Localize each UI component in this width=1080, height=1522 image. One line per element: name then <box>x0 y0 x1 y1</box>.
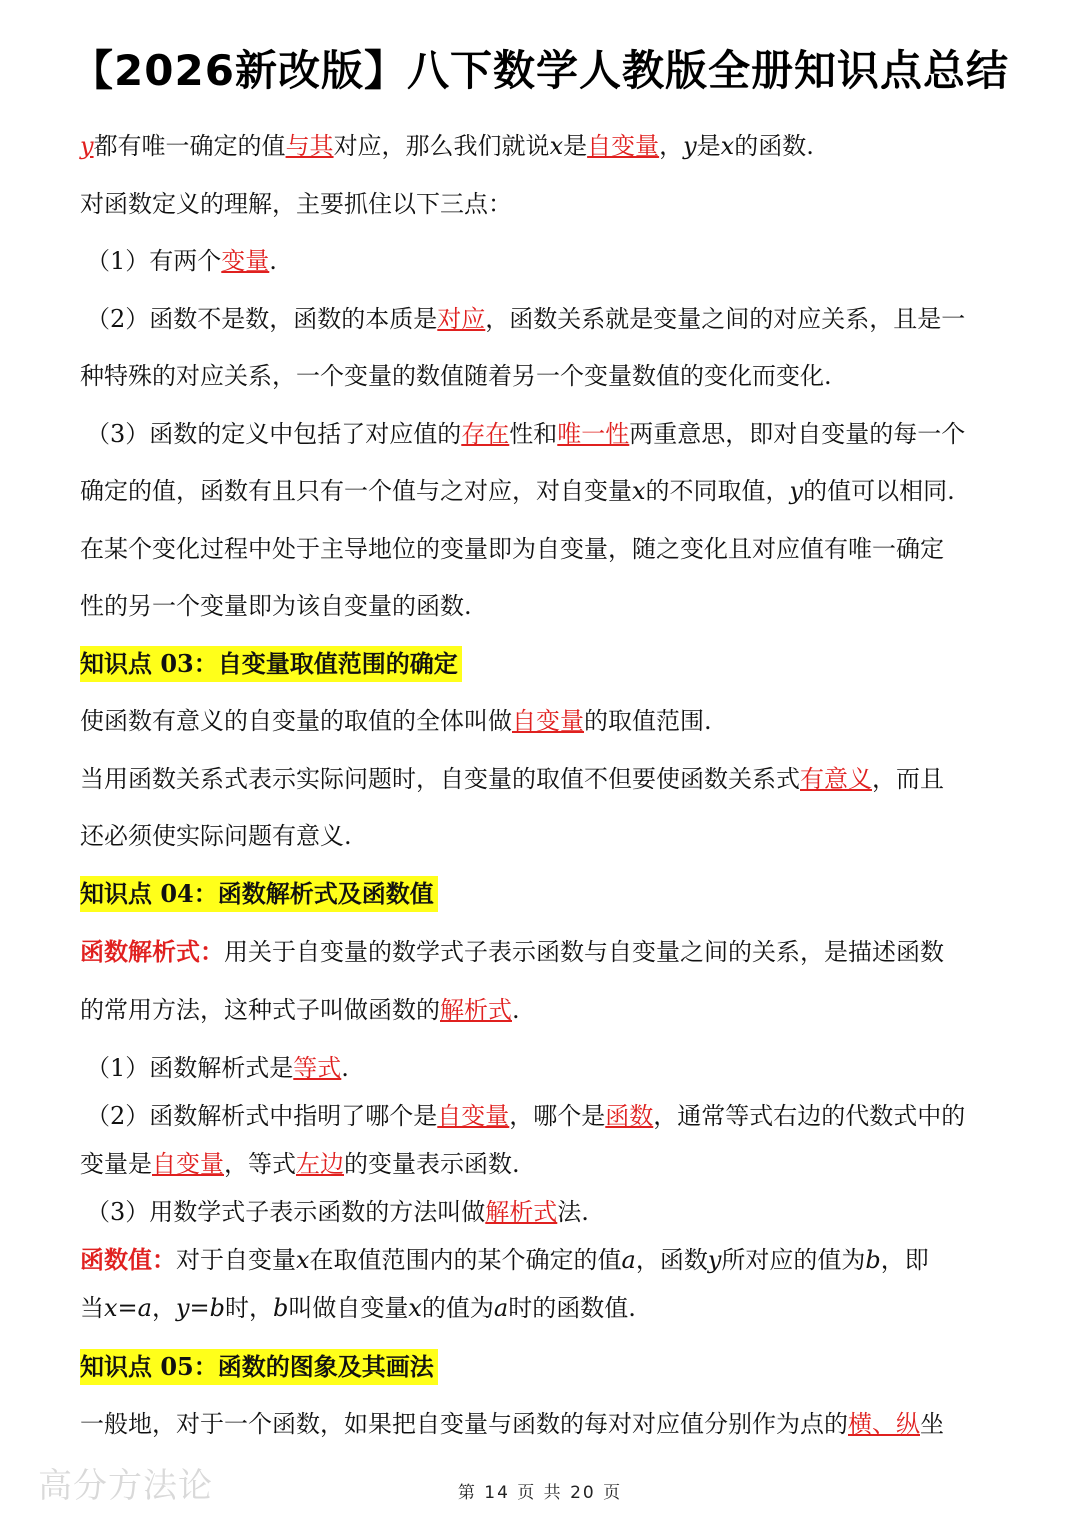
variable-y: y <box>80 132 94 160</box>
text: 是 <box>563 132 588 160</box>
term-label: 函数解析式： <box>80 937 224 966</box>
text: ，等式 <box>224 1150 296 1178</box>
text: 当用函数关系式表示实际问题时，自变量的取值不但要使函数关系式 <box>80 764 800 793</box>
text: 的变量表示函数. <box>344 1150 520 1178</box>
section-heading-row <box>80 636 1005 694</box>
text: 性和 <box>509 419 558 448</box>
term-label: 函数值： <box>80 1245 176 1274</box>
text: 叫做自变量 <box>288 1294 409 1322</box>
equation: y=b <box>175 1294 225 1322</box>
keyword: 变量 <box>221 247 270 275</box>
text: . <box>269 247 277 275</box>
text: （3）函数的定义中包括了对应值的 <box>86 419 462 448</box>
list-item <box>80 406 1005 464</box>
text: ，通常等式右边的代数式中的 <box>653 1102 966 1130</box>
text: （2）函数不是数，函数的本质是 <box>86 304 438 333</box>
paragraph-line <box>80 982 1005 1040</box>
variable-a: a <box>621 1246 636 1274</box>
text: 是 <box>696 132 721 160</box>
keyword: 自变量 <box>437 1102 510 1130</box>
text: 所对应的值为 <box>721 1246 866 1274</box>
keyword: 函数 <box>605 1102 654 1130</box>
section-heading-row <box>80 1338 1005 1396</box>
watermark: 高分方法论 <box>38 1466 213 1506</box>
variable-a: a <box>493 1294 509 1322</box>
keyword: 自变量 <box>512 707 584 735</box>
text: ，而且 <box>872 764 944 793</box>
page-title: 【2026新改版】八下数学人教版全册知识点总结 <box>71 46 1009 95</box>
list-item <box>80 1092 1005 1140</box>
text: ， <box>659 132 684 160</box>
text: 的值为 <box>421 1294 494 1322</box>
paragraph-line: 对函数定义的理解，主要抓住以下三点： <box>80 189 512 218</box>
variable-x: x <box>408 1294 422 1322</box>
text: ，函数 <box>635 1246 708 1274</box>
paragraph-line <box>80 1284 1005 1332</box>
text: 的常用方法，这种式子叫做函数的 <box>80 995 440 1024</box>
variable-x: x <box>632 477 646 505</box>
section-heading: 知识点 05：函数的图象及其画法 <box>80 1349 438 1385</box>
paragraph-line <box>80 751 1005 809</box>
variable-b: b <box>272 1294 289 1322</box>
list-item <box>80 1188 1005 1236</box>
variable-x: x <box>296 1246 310 1274</box>
keyword: 唯一性 <box>557 419 630 448</box>
text: 对于自变量 <box>176 1246 296 1274</box>
text: 的值可以相同. <box>803 477 955 505</box>
variable-x: x <box>549 132 564 160</box>
keyword: 自变量 <box>152 1150 224 1178</box>
paragraph-line <box>80 463 1005 521</box>
paragraph-line: 性的另一个变量即为该自变量的函数. <box>80 592 472 620</box>
text: ，函数关系就是变量之间的对应关系，且是一 <box>485 304 966 333</box>
text: ，即 <box>880 1246 929 1274</box>
text: 法. <box>557 1198 589 1226</box>
keyword: 解析式 <box>440 995 512 1024</box>
paragraph-line: 在某个变化过程中处于主导地位的变量即为自变量，随之变化且对应值有唯一确定 <box>80 534 944 563</box>
equation: x=a <box>104 1294 152 1322</box>
text: . <box>341 1054 349 1082</box>
paragraph-line <box>80 1236 1005 1284</box>
text: 的取值范围. <box>584 707 712 735</box>
text: 的不同取值， <box>645 477 790 505</box>
keyword: 横、纵 <box>848 1409 920 1438</box>
keyword: 存在 <box>461 419 510 448</box>
text: 使函数有意义的自变量的取值的全体叫做 <box>80 707 512 735</box>
keyword: 自变量 <box>587 132 660 160</box>
document-body <box>80 118 1005 1453</box>
variable-y: y <box>707 1246 722 1274</box>
text: 在取值范围内的某个确定的值 <box>309 1246 622 1274</box>
list-item <box>80 291 1005 349</box>
paragraph-line <box>80 1140 1005 1188</box>
text: （3）用数学式子表示函数的方法叫做 <box>86 1198 486 1226</box>
text: 的函数. <box>734 132 814 160</box>
paragraph-line <box>80 693 1005 751</box>
text: 对应，那么我们就说 <box>333 132 550 160</box>
text: 确定的值，函数有且只有一个值与之对应，对自变量 <box>80 477 632 505</box>
variable-x: x <box>720 132 735 160</box>
paragraph-line <box>80 118 1005 176</box>
keyword: 对应 <box>437 304 486 333</box>
variable-y: y <box>683 132 697 160</box>
keyword: 等式 <box>293 1054 342 1082</box>
text: ， <box>151 1294 176 1322</box>
text: 当 <box>80 1294 104 1322</box>
text: 一般地，对于一个函数，如果把自变量与函数的每对对应值分别作为点的 <box>80 1409 848 1438</box>
text: （2）函数解析式中指明了哪个是 <box>86 1102 438 1130</box>
text: 坐 <box>920 1409 944 1438</box>
paragraph-line <box>80 923 1005 982</box>
text: （1）有两个 <box>86 247 222 275</box>
keyword: 解析式 <box>485 1198 558 1226</box>
text: . <box>512 995 520 1024</box>
list-item <box>80 1044 1005 1092</box>
paragraph-line: 种特殊的对应关系，一个变量的数值随着另一个变量数值的变化而变化. <box>80 362 832 390</box>
text: 都有唯一确定的值 <box>93 132 286 160</box>
paragraph-line <box>80 1396 1005 1454</box>
list-item <box>80 233 1005 291</box>
text: 两重意思，即对自变量的每一个 <box>629 419 966 448</box>
paragraph-line: 还必须使实际问题有意义. <box>80 822 352 850</box>
text: 用关于自变量的数学式子表示函数与自变量之间的关系，是描述函数 <box>224 938 944 966</box>
section-heading: 知识点 03：自变量取值范围的确定 <box>80 646 462 682</box>
page-number: 第 14 页 共 20 页 <box>457 1483 623 1503</box>
text: （1）函数解析式是 <box>86 1054 294 1082</box>
section-heading: 知识点 04：函数解析式及函数值 <box>80 876 438 912</box>
keyword: 左边 <box>296 1150 344 1178</box>
section-heading-row <box>80 866 1005 924</box>
keyword: 与其 <box>285 132 334 160</box>
keyword: 有意义 <box>800 764 872 793</box>
variable-y: y <box>789 477 804 505</box>
text: 时的函数值. <box>508 1294 636 1322</box>
text: 变量是 <box>80 1150 152 1178</box>
text: 时， <box>224 1294 273 1322</box>
text: ，哪个是 <box>509 1102 606 1130</box>
variable-b: b <box>865 1246 881 1274</box>
